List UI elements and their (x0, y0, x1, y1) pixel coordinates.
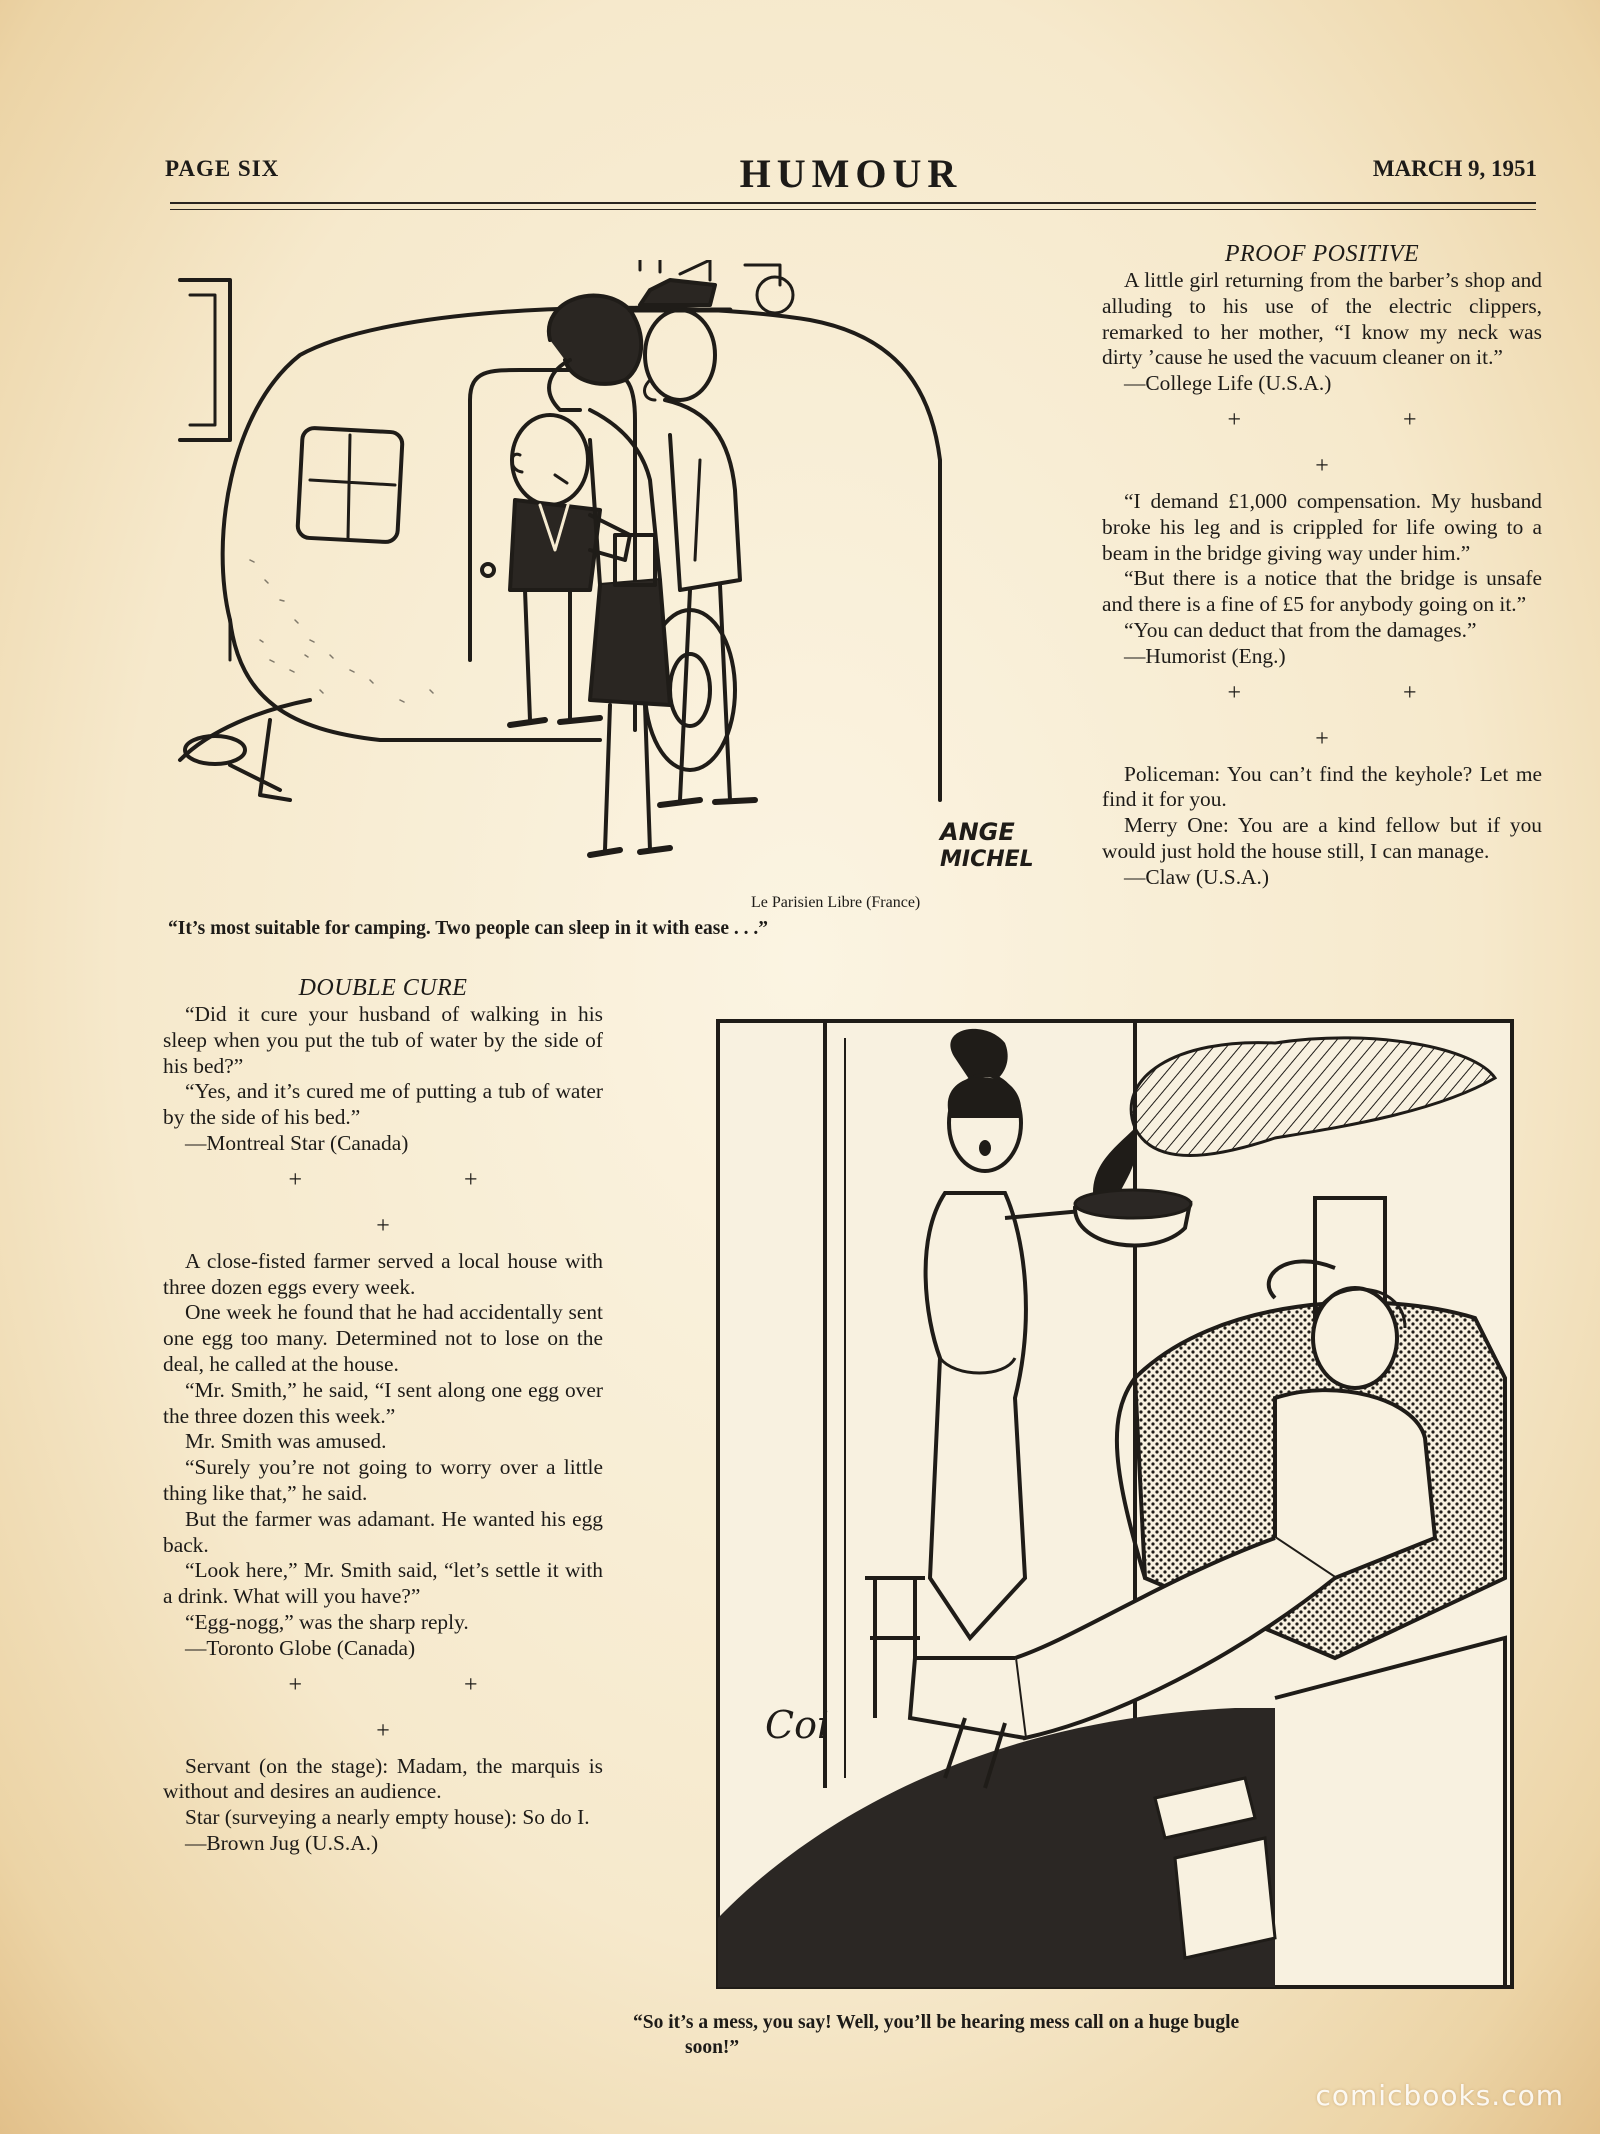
caravan-illustration (170, 260, 1050, 880)
masthead (165, 150, 1537, 210)
egg-text-2: One week he found that he had accidentally sent one egg too many. Determined not to lose on the deal, he called at the house. (163, 1300, 603, 1376)
cartoon2-signature: Coi (765, 1703, 830, 1747)
egg-text-7: “Look here,” Mr. Smith said, “let’s settle it with a drink. What will you have?” (163, 1558, 603, 1609)
right-column (1102, 240, 1542, 891)
egg-source: —Toronto Globe (Canada) (185, 1635, 416, 1660)
header-rule-thin (170, 209, 1536, 210)
separator: + + + (1227, 679, 1495, 752)
servant-source: —Brown Jug (U.S.A.) (185, 1830, 379, 1855)
proof-positive-title: PROOF POSITIVE (1224, 241, 1420, 267)
double-cure-source: —Montreal Star (Canada) (185, 1130, 409, 1155)
cartoon1-caption: “It’s most suitable for camping. Two people can sleep in it with ease . . .” (168, 918, 768, 939)
egg-text-6: But the farmer was adamant. He wanted his egg back. (163, 1506, 603, 1557)
policeman-source: —Claw (U.S.A.) (1124, 864, 1269, 889)
header-rule (170, 202, 1536, 204)
separator: + + + (288, 1671, 556, 1744)
double-cure-title: DOUBLE CURE (298, 975, 468, 1001)
compensation-text-2: “But there is a notice that the bridge is unsafe and there is a fine of £5 for anybody going on it.” (1102, 566, 1542, 617)
watermark: comicbooks.com (1315, 2079, 1564, 2112)
sleeping-man-illustration (715, 1018, 1515, 1990)
proof-positive-text: A little girl returning from the barber’s shop and alluding to his use of the electric clippers, remarked to her mother, “I know my neck was dirty ’cause he used the vacuum cleaner on it.” (1102, 268, 1542, 370)
egg-text-8: “Egg-nogg,” was the sharp reply. (185, 1609, 469, 1634)
proof-positive-source: —College Life (U.S.A.) (1124, 371, 1332, 396)
egg-text-3: “Mr. Smith,” he said, “I sent along one egg over the three dozen this week.” (163, 1377, 603, 1428)
issue-date: MARCH 9, 1951 (1372, 156, 1537, 181)
cartoon-caravan (170, 260, 1050, 880)
compensation-source: —Humorist (Eng.) (1124, 643, 1286, 668)
policeman-text-1: Policeman: You can’t find the keyhole? Let me find it for you. (1102, 761, 1542, 812)
cartoon-sleeping-man (715, 1018, 1515, 1990)
left-column (163, 974, 603, 1857)
egg-text-5: “Surely you’re not going to worry over a little thing like that,” he said. (163, 1455, 603, 1505)
cartoon1-signature: ANGE (940, 818, 1015, 846)
double-cure-text-1: “Did it cure your husband of walking in his sleep when you put the tub of water by the side of his bed?” (163, 1002, 603, 1078)
cartoon2-caption-line2: soon!” (685, 2037, 740, 2058)
svg-text:MICHEL: MICHEL (940, 847, 1034, 872)
policeman-text-2: Merry One: You are a kind fellow but if you would just hold the house still, I can manage. (1102, 813, 1542, 863)
separator: + + + (288, 1166, 556, 1239)
servant-text-2: Star (surveying a nearly empty house): So do I. (185, 1805, 590, 1830)
egg-text-1: A close-fisted farmer served a local house with three dozen eggs every week. (163, 1248, 603, 1299)
cartoon1-credit: Le Parisien Libre (France) (751, 894, 921, 911)
compensation-text-3: “You can deduct that from the damages.” (1124, 617, 1477, 642)
egg-text-4: Mr. Smith was amused. (185, 1429, 387, 1454)
page-number: PAGE SIX (165, 156, 280, 181)
cartoon2-caption-line1: “So it’s a mess, you say! Well, you’ll be hearing mess call on a huge bugle (633, 2012, 1240, 2033)
separator: + + + (1227, 406, 1495, 479)
page-title: HUMOUR (739, 151, 963, 196)
double-cure-text-2: “Yes, and it’s cured me of putting a tub of water by the side of his bed.” (163, 1079, 603, 1130)
servant-text-1: Servant (on the stage): Madam, the marquis is without and desires an audience. (163, 1753, 603, 1804)
compensation-text-1: “I demand £1,000 compensation. My husband broke his leg and is crippled for life owing to a beam in the bridge giving way under him.” (1102, 488, 1542, 565)
